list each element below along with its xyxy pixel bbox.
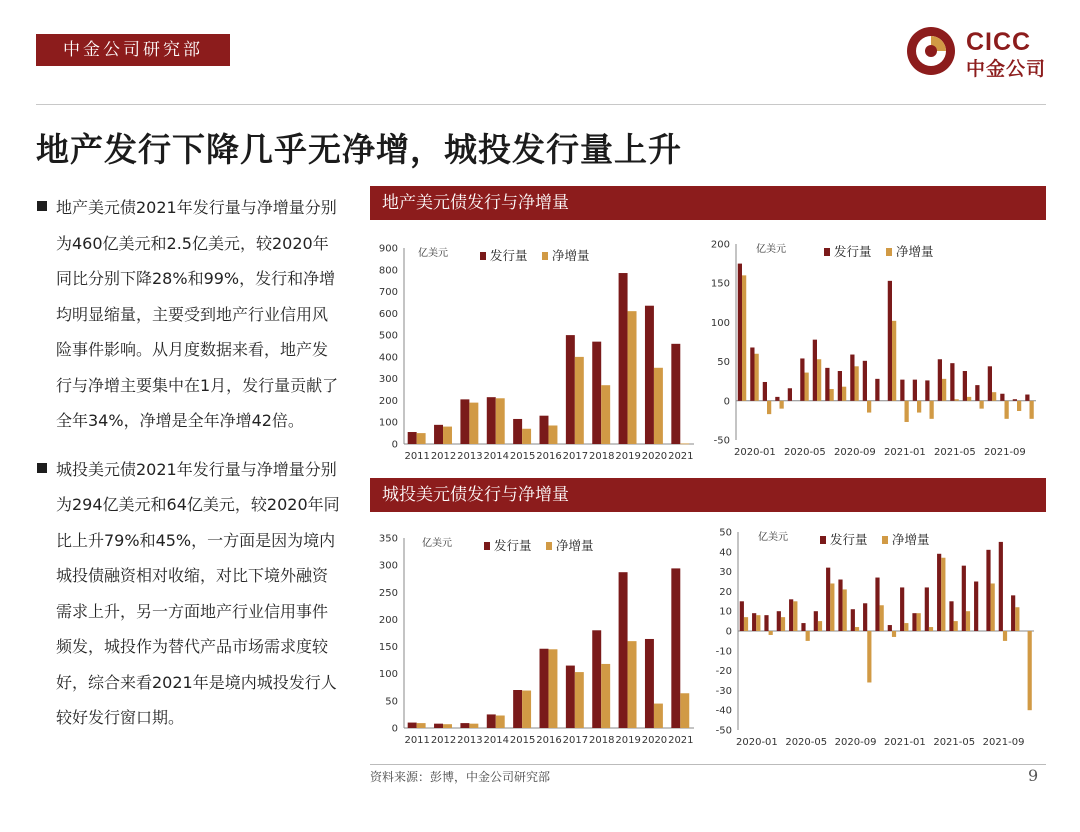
y-tick-label: 100 xyxy=(710,317,730,329)
bar-issue xyxy=(619,273,628,444)
bar-issue xyxy=(566,666,575,728)
bar-issue xyxy=(986,550,990,631)
footer-divider xyxy=(370,764,1046,765)
y-tick-label: 30 xyxy=(719,567,732,579)
bar-net xyxy=(806,631,810,641)
bar-issue xyxy=(513,690,522,728)
bar-issue xyxy=(800,358,804,400)
bar-net xyxy=(991,583,995,631)
x-tick-label: 2015 xyxy=(509,735,536,746)
bar-net xyxy=(855,627,859,631)
bar-issue xyxy=(460,399,469,444)
x-tick-label: 2013 xyxy=(457,451,483,462)
bar-issue xyxy=(1013,399,1017,401)
bar-net xyxy=(855,366,859,401)
unit-label: 亿美元 xyxy=(758,532,788,543)
legend-swatch xyxy=(820,536,826,544)
unit-label: 亿美元 xyxy=(422,538,452,549)
x-tick-label: 2012 xyxy=(430,735,457,746)
section-title-lgfv: 城投美元债发行与净增量 xyxy=(370,478,1046,512)
bar-issue xyxy=(775,397,779,401)
y-tick-label: 700 xyxy=(378,287,398,299)
x-tick-label: 2021-09 xyxy=(984,447,1026,458)
x-tick-label: 2018 xyxy=(589,451,615,462)
bar-net xyxy=(756,615,760,631)
y-tick-label: -40 xyxy=(715,705,732,717)
bar-issue xyxy=(763,382,767,401)
bar-issue xyxy=(434,724,443,728)
bar-issue xyxy=(801,623,805,631)
bar-issue xyxy=(838,371,842,401)
y-tick-label: -50 xyxy=(713,435,730,447)
y-tick-label: 0 xyxy=(391,723,398,735)
bar-net xyxy=(469,403,478,444)
bar-net xyxy=(905,401,909,422)
bar-issue xyxy=(513,419,522,444)
x-tick-label: 2020 xyxy=(641,735,668,746)
bar-issue xyxy=(850,355,854,401)
bar-net xyxy=(742,275,746,400)
cicc-logo xyxy=(906,26,1056,82)
legend-label: 净增量 xyxy=(556,538,594,553)
section-title-property: 地产美元债发行与净增量 xyxy=(370,186,1046,220)
y-tick-label: -50 xyxy=(715,725,732,737)
bar-issue xyxy=(408,723,417,728)
bar-net xyxy=(867,401,871,413)
y-tick-label: 350 xyxy=(378,533,398,545)
bar-net xyxy=(781,617,785,631)
bar-issue xyxy=(487,397,496,444)
legend-label: 净增量 xyxy=(892,532,930,547)
bar-issue xyxy=(777,611,781,631)
y-tick-label: 100 xyxy=(378,669,398,681)
y-tick-label: 600 xyxy=(378,308,398,320)
x-tick-label: 2020-05 xyxy=(785,737,828,748)
bar-net xyxy=(929,627,933,631)
bar-net xyxy=(1017,401,1021,411)
y-tick-label: 900 xyxy=(378,243,398,255)
bar-issue xyxy=(988,366,992,401)
bar-net xyxy=(628,641,637,728)
header-divider xyxy=(36,104,1046,105)
bullet-item xyxy=(36,452,342,736)
bar-net xyxy=(817,359,821,401)
y-tick-label: -30 xyxy=(715,685,732,697)
x-tick-label: 2012 xyxy=(430,451,457,462)
x-tick-label: 2018 xyxy=(589,735,615,746)
bar-net xyxy=(941,558,945,631)
x-tick-label: 2021-05 xyxy=(934,447,976,458)
bullet-list xyxy=(36,190,342,746)
x-tick-label: 2020 xyxy=(641,451,668,462)
bar-issue xyxy=(592,342,601,444)
bar-net xyxy=(992,392,996,401)
y-tick-label: 0 xyxy=(725,626,732,638)
bar-issue xyxy=(888,281,892,401)
legend-swatch xyxy=(824,248,830,256)
y-tick-label: 150 xyxy=(710,278,730,290)
bar-issue xyxy=(645,639,654,728)
bar-issue xyxy=(999,542,1003,631)
bar-issue xyxy=(671,568,680,728)
x-tick-label: 2021-01 xyxy=(884,447,926,458)
bar-net xyxy=(867,631,871,682)
x-tick-label: 2020-09 xyxy=(834,737,877,748)
bar-issue xyxy=(851,609,855,631)
bar-issue xyxy=(752,613,756,631)
bar-issue xyxy=(460,723,469,728)
bar-net xyxy=(967,397,971,401)
bar-net xyxy=(575,357,584,444)
bar-issue xyxy=(540,416,549,444)
bar-net xyxy=(954,621,958,631)
bar-net xyxy=(654,368,663,444)
bar-issue xyxy=(764,615,768,631)
x-tick-label: 2019 xyxy=(615,735,641,746)
y-tick-label: 400 xyxy=(378,352,398,364)
x-tick-label: 2021 xyxy=(668,451,694,462)
org-label: 中金公司研究部 xyxy=(36,34,230,66)
x-tick-label: 2019 xyxy=(615,451,641,462)
bar-issue xyxy=(888,625,892,631)
bar-net xyxy=(930,401,934,419)
x-tick-label: 2021-09 xyxy=(982,737,1025,748)
bar-net xyxy=(443,724,452,728)
bar-net xyxy=(904,623,908,631)
bullet-item xyxy=(36,190,342,439)
bar-net xyxy=(917,613,921,631)
x-tick-label: 2011 xyxy=(404,451,430,462)
bar-net xyxy=(680,443,689,444)
unit-label: 亿美元 xyxy=(418,248,448,259)
bar-issue xyxy=(838,580,842,631)
bar-issue xyxy=(566,335,575,444)
bar-issue xyxy=(750,347,754,400)
chart-lgfv-annual-svg xyxy=(372,528,702,754)
bar-net xyxy=(1028,631,1032,710)
bar-issue xyxy=(540,649,549,728)
y-tick-label: 20 xyxy=(719,586,732,598)
bar-issue xyxy=(938,359,942,401)
legend-label: 净增量 xyxy=(896,244,934,259)
x-tick-label: 2013 xyxy=(457,735,483,746)
y-tick-label: 50 xyxy=(719,527,732,539)
bar-net xyxy=(793,601,797,631)
bar-issue xyxy=(619,572,628,728)
bar-issue xyxy=(950,363,954,401)
y-tick-label: 100 xyxy=(378,417,398,429)
legend-label: 发行量 xyxy=(834,244,872,259)
bar-issue xyxy=(671,344,680,444)
bar-issue xyxy=(434,425,443,444)
bar-issue xyxy=(937,554,941,631)
y-tick-label: 0 xyxy=(391,439,398,451)
bar-net xyxy=(818,621,822,631)
bar-issue xyxy=(875,379,879,401)
y-tick-label: 0 xyxy=(723,396,730,408)
legend-swatch xyxy=(886,248,892,256)
legend-label: 发行量 xyxy=(830,532,868,547)
x-tick-label: 2021-01 xyxy=(884,737,926,748)
bar-issue xyxy=(408,432,417,444)
bar-net xyxy=(917,401,921,413)
y-tick-label: 50 xyxy=(385,696,398,708)
bar-issue xyxy=(1011,595,1015,631)
bar-issue xyxy=(863,603,867,631)
bar-issue xyxy=(900,587,904,631)
bar-issue xyxy=(789,599,793,631)
x-tick-label: 2020-09 xyxy=(834,447,876,458)
bar-net xyxy=(601,385,610,444)
bullet-text: 城投美元债2021年发行量与净增量分别为294亿美元和64亿美元，较2020年同比上升79%和45%，一方面是因为境内城投债融资相对收缩，对比下境外融资需求上升，另一方面地产行业信用事件频发，城投作为替代产品市场需求度较好，综合来看2021年是境内城投发行人较好发行窗口期。 xyxy=(56,459,340,727)
y-tick-label: -10 xyxy=(715,646,732,658)
x-tick-label: 2020-01 xyxy=(736,737,778,748)
legend-swatch xyxy=(480,252,486,260)
y-tick-label: -20 xyxy=(715,666,732,678)
bar-issue xyxy=(912,613,916,631)
bar-net xyxy=(548,649,557,728)
bar-net xyxy=(880,605,884,631)
bar-issue xyxy=(740,601,744,631)
bar-issue xyxy=(975,385,979,401)
bar-net xyxy=(548,425,557,444)
chart-lgfv-monthly-svg xyxy=(712,524,1046,754)
logo-text-cn: 中金公司 xyxy=(966,58,1047,80)
x-tick-label: 2011 xyxy=(404,735,430,746)
bar-issue xyxy=(788,388,792,401)
bar-net xyxy=(755,354,759,401)
bar-issue xyxy=(592,630,601,728)
bar-issue xyxy=(825,368,829,401)
x-tick-label: 2017 xyxy=(562,735,589,746)
bar-net xyxy=(955,399,959,401)
bullet-square-icon xyxy=(37,201,47,211)
x-tick-label: 2014 xyxy=(483,735,509,746)
bar-net xyxy=(830,583,834,631)
x-tick-label: 2020-05 xyxy=(784,447,826,458)
bar-issue xyxy=(487,714,496,728)
y-tick-label: 300 xyxy=(378,374,398,386)
y-tick-label: 200 xyxy=(710,239,730,251)
bar-issue xyxy=(963,371,967,401)
chart-property-annual xyxy=(372,236,702,466)
bar-issue xyxy=(962,566,966,631)
bar-net xyxy=(417,433,426,444)
y-tick-label: 40 xyxy=(719,547,732,559)
bar-net xyxy=(892,321,896,401)
bar-net xyxy=(1003,631,1007,641)
y-tick-label: 150 xyxy=(378,642,398,654)
bar-net xyxy=(843,589,847,631)
y-tick-label: 10 xyxy=(719,606,732,618)
bar-issue xyxy=(826,568,830,631)
bar-issue xyxy=(925,380,929,400)
bar-net xyxy=(575,672,584,728)
bar-net xyxy=(469,724,478,728)
bar-net xyxy=(830,389,834,401)
bar-net xyxy=(522,429,531,444)
bar-net xyxy=(744,617,748,631)
y-tick-label: 200 xyxy=(378,395,398,407)
bar-issue xyxy=(738,264,742,401)
bar-net xyxy=(980,401,984,409)
bar-net xyxy=(1030,401,1034,419)
bullet-square-icon xyxy=(37,463,47,473)
bar-issue xyxy=(813,340,817,401)
legend-swatch xyxy=(542,252,548,260)
bar-net xyxy=(1015,607,1019,631)
y-tick-label: 500 xyxy=(378,330,398,342)
page-title: 地产发行下降几乎无净增，城投发行量上升 xyxy=(36,130,682,169)
bar-issue xyxy=(645,306,654,444)
bar-net xyxy=(769,631,773,635)
bar-net xyxy=(522,691,531,728)
bar-issue xyxy=(974,582,978,632)
bar-net xyxy=(892,631,896,637)
legend-swatch xyxy=(882,536,888,544)
chart-lgfv-annual xyxy=(372,528,702,754)
chart-property-annual-svg xyxy=(372,236,702,466)
legend-label: 净增量 xyxy=(552,248,590,263)
y-tick-label: 200 xyxy=(378,614,398,626)
chart-property-monthly xyxy=(712,236,1046,466)
bar-issue xyxy=(863,361,867,401)
bullet-text: 地产美元债2021年发行量与净增量分别为460亿美元和2.5亿美元，较2020年同比分别下降28%和99%，发行和净增均明显缩量，主要受到地产行业信用风险事件影响。从月度数据来看，地产发行与净增主要集中在1月，发行量贡献了全年34%，净增是全年净增42倍。 xyxy=(56,198,339,430)
bar-net xyxy=(805,373,809,401)
legend-swatch xyxy=(546,542,552,550)
chart-property-monthly-svg xyxy=(712,236,1046,466)
source-note: 资料来源：彭博，中金公司研究部 xyxy=(370,770,551,784)
bar-net xyxy=(942,379,946,401)
bar-issue xyxy=(814,611,818,631)
x-tick-label: 2016 xyxy=(536,451,562,462)
bar-issue xyxy=(1000,394,1004,401)
y-tick-label: 250 xyxy=(378,587,398,599)
x-tick-label: 2021-05 xyxy=(933,737,976,748)
legend-label: 发行量 xyxy=(494,538,532,553)
bar-issue xyxy=(875,578,879,631)
x-tick-label: 2017 xyxy=(562,451,589,462)
x-tick-label: 2014 xyxy=(483,451,509,462)
page-number: 9 xyxy=(1028,766,1039,785)
legend-swatch xyxy=(484,542,490,550)
bar-issue xyxy=(925,587,929,631)
bar-net xyxy=(780,401,784,409)
x-tick-label: 2015 xyxy=(509,451,536,462)
logo-text-en: CICC xyxy=(966,28,1032,56)
x-tick-label: 2016 xyxy=(536,735,562,746)
y-tick-label: 800 xyxy=(378,265,398,277)
bar-net xyxy=(767,401,771,414)
bar-issue xyxy=(900,380,904,401)
bar-net xyxy=(496,398,505,444)
y-tick-label: 50 xyxy=(717,357,730,369)
bar-net xyxy=(842,387,846,401)
chart-lgfv-monthly xyxy=(712,524,1046,754)
bar-net xyxy=(417,723,426,728)
unit-label: 亿美元 xyxy=(756,244,786,255)
legend-label: 发行量 xyxy=(490,248,528,263)
x-tick-label: 2020-01 xyxy=(734,447,776,458)
bar-net xyxy=(654,704,663,728)
bar-net xyxy=(496,716,505,728)
x-tick-label: 2021 xyxy=(668,735,694,746)
cicc-logo-icon xyxy=(906,26,956,76)
bar-issue xyxy=(913,380,917,401)
bar-net xyxy=(1005,401,1009,419)
bar-net xyxy=(443,427,452,444)
bar-net xyxy=(680,693,689,728)
bar-net xyxy=(628,311,637,444)
bar-issue xyxy=(949,601,953,631)
bar-net xyxy=(601,664,610,728)
bar-issue xyxy=(1025,395,1029,401)
bar-net xyxy=(966,611,970,631)
y-tick-label: 300 xyxy=(378,560,398,572)
